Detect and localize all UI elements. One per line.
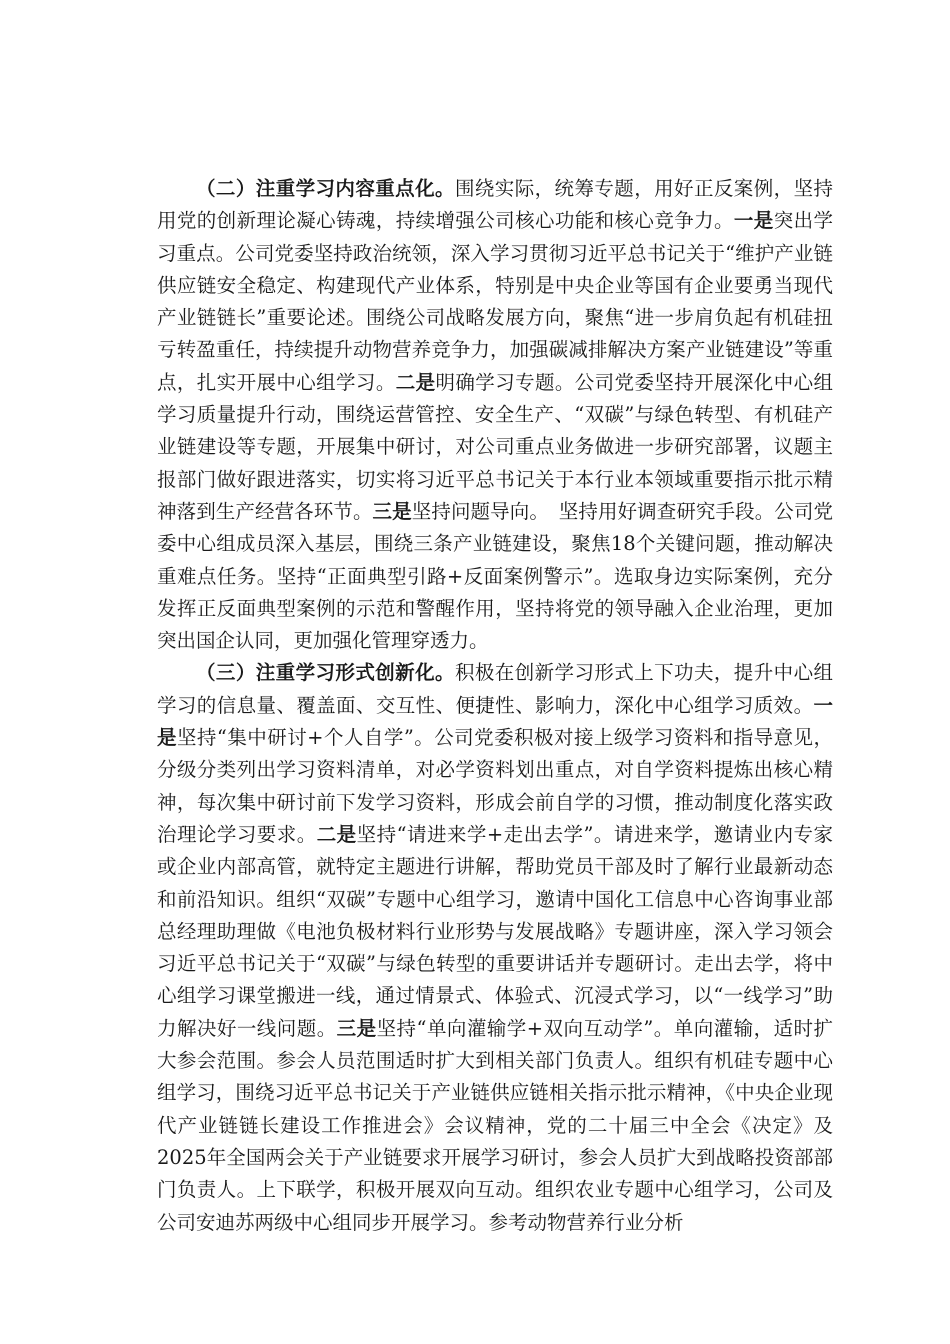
point-marker-first: 一是	[733, 209, 774, 233]
point-marker-third: 三是	[372, 499, 412, 523]
paragraph-text: 坚持“集中研讨+个人自学”。公司党委积极对接上级学习资料和指导意见，分级分类列出学习资料清单，对必学资料划出重点，对自学资料提炼出核心精神，每次集中研讨前下发学习资料，形成会前自学的习惯，推动制度化落实政治理论学习要求。	[157, 726, 833, 846]
paragraph-study-content-focus	[157, 173, 833, 657]
paragraph-text: 坚持问题导向。 坚持用好调查研究手段。公司党委中心组成员深入基层，围绕三条产业链建设，聚焦18个关键问题，推动解决重难点任务。坚持“正面典型引路+反面案例警示”。选取身边实际案例，充分发挥正反面典型案例的示范和警醒作用，坚持将党的领导融入企业治理，更加突出国企认同，更加强化管理穿透力。	[157, 499, 833, 653]
paragraph-text: 突出学习重点。公司党委坚持政治统领，深入学习贯彻习近平总书记关于“维护产业链供应链安全稳定、构建现代产业体系，特别是中央企业等国有企业要勇当现代产业链链长”重要论述。围绕公司战略发展方向，聚焦“进一步肩负起有机硅扭亏转盈重任，持续提升动物营养竞争力，加强碳减排解决方案产业链建设”等重点，扎实开展中心组学习。	[157, 209, 833, 394]
paragraph-text: 坚持“单向灌输学+双向互动学”。单向灌输，适时扩大参会范围。参会人员范围适时扩大到相关部门负责人。组织有机硅专题中心组学习，围绕习近平总书记关于产业链供应链相关指示批示精神，《中央企业现代产业链链长建设工作推进会》会议精神，党的二十届三中全会《决定》及2025年全国两会关于产业链要求开展学习研讨，参会人员扩大到战略投资部部门负责人。上下联学，积极开展双向互动。组织农业专题中心组学习，公司及公司安迪苏两级中心组同步开展学习。参考动物营养行业分析	[157, 1016, 833, 1234]
paragraph-text: 明确学习专题。公司党委坚持开展深化中心组学习质量提升行动，围绕运营管控、安全生产、“双碳”与绿色转型、有机硅产业链建设等专题，开展集中研讨，对公司重点业务做进一步研究部署，议题主报部门做好跟进落实，切实将习近平总书记关于本行业本领域重要指示批示精神落到生产经营各环节。	[157, 370, 833, 523]
section-heading-form-innovation: （三）注重学习形式创新化。	[196, 661, 455, 685]
paragraph-text: 积极在创新学习形式上下功夫，提升中心组学习的信息量、覆盖面、交互性、便捷性、影响力，深化中心组学习质效。	[157, 661, 833, 717]
paragraph-study-form-innovation	[157, 657, 833, 1238]
document-body	[157, 173, 833, 1239]
point-marker-first: 一是	[157, 693, 833, 750]
paragraph-text: 围绕实际，统筹专题，用好正反案例，坚持用党的创新理论凝心铸魂，持续增强公司核心功能和核心竞争力。	[157, 177, 833, 233]
point-marker-second: 二是	[395, 370, 436, 394]
paragraph-text: 坚持“请进来学+走出去学”。请进来学，邀请业内专家或企业内部高管，就特定主题进行讲解，帮助党员干部及时了解行业最新动态和前沿知识。组织“双碳”专题中心组学习，邀请中国化工信息中心咨询事业部总经理助理做《电池负极材料行业形势与发展战略》专题讲座，深入学习领会习近平总书记关于“双碳”与绿色转型的重要讲话并专题研讨。走出去学，将中心组学习课堂搬进一线，通过情景式、体验式、沉浸式学习，以“一线学习”助力解决好一线问题。	[157, 822, 833, 1040]
point-marker-second: 二是	[316, 822, 357, 846]
section-heading-content-focus: （二）注重学习内容重点化。	[196, 177, 455, 200]
point-marker-third: 三是	[336, 1016, 377, 1040]
